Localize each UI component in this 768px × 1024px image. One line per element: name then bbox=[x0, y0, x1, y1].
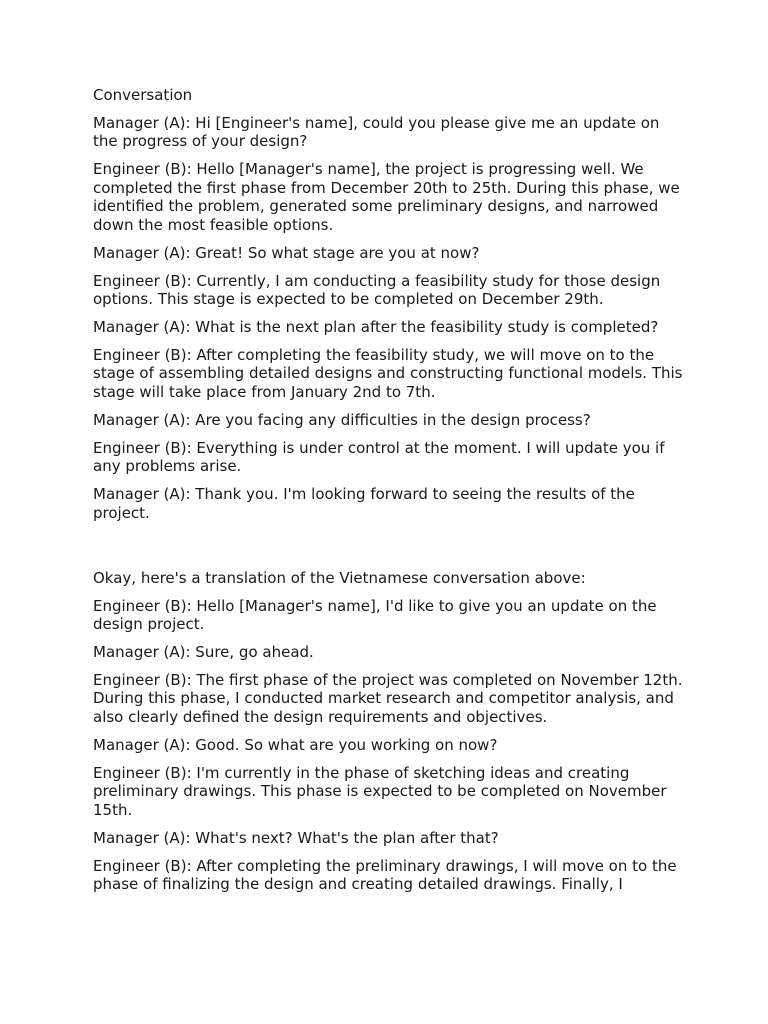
dialogue-line: Manager (A): Thank you. I'm looking forward to seeing the results of the project. bbox=[93, 485, 635, 522]
dialogue-line: Engineer (B): Hello [Manager's name], the project is progressing well. We completed the first phase from December 20th to 25th. During this phase, we identified the problem, generated some preliminary designs, and narrowed down the most feasible options. bbox=[93, 160, 680, 234]
dialogue-line: Manager (A): Are you facing any difficulties in the design process? bbox=[93, 410, 591, 429]
dialogue-line: Engineer (B): Everything is under control at the moment. I will update you if any problems arise. bbox=[93, 438, 665, 476]
dialogue-line: Engineer (B): The first phase of the project was completed on November 12th. During this phase, I conducted market research and competitor analysis, and also clearly defined the design requirements and objectives. bbox=[93, 671, 683, 726]
dialogue-line: Manager (A): What's next? What's the plan after that? bbox=[93, 828, 499, 847]
dialogue-line: Manager (A): Sure, go ahead. bbox=[93, 643, 314, 662]
dialogue-line: Manager (A): What is the next plan after the feasibility study is completed? bbox=[93, 318, 659, 337]
dialogue-line: Manager (A): Hi [Engineer's name], could you please give me an update on the progress of your design? bbox=[93, 114, 660, 151]
dialogue-line: Manager (A): Good. So what are you working on now? bbox=[93, 735, 498, 754]
section-spacer bbox=[93, 532, 685, 569]
section-heading: Conversation bbox=[93, 86, 193, 104]
dialogue-line: Engineer (B): After completing the feasibility study, we will move on to the stage of assembling detailed designs and constructing functional models. This stage will take place from January 2nd to 7th. bbox=[93, 346, 683, 401]
dialogue-line: Engineer (B): After completing the preliminary drawings, I will move on to the phase of finalizing the design and creating detailed drawings. Finally, I bbox=[93, 856, 677, 894]
dialogue-line: Manager (A): Great! So what stage are you at now? bbox=[93, 243, 480, 262]
dialogue-line: Engineer (B): I'm currently in the phase of sketching ideas and creating preliminary drawings. This phase is expected to be completed on November 15th. bbox=[93, 763, 667, 819]
dialogue-line: Engineer (B): Currently, I am conducting a feasibility study for those design options. This stage is expected to be completed on December 29th. bbox=[93, 271, 661, 309]
translation-intro: Okay, here's a translation of the Vietnamese conversation above: bbox=[93, 568, 586, 587]
dialogue-line: Engineer (B): Hello [Manager's name], I'd like to give you an update on the design project. bbox=[93, 596, 657, 634]
document-page bbox=[93, 86, 685, 903]
